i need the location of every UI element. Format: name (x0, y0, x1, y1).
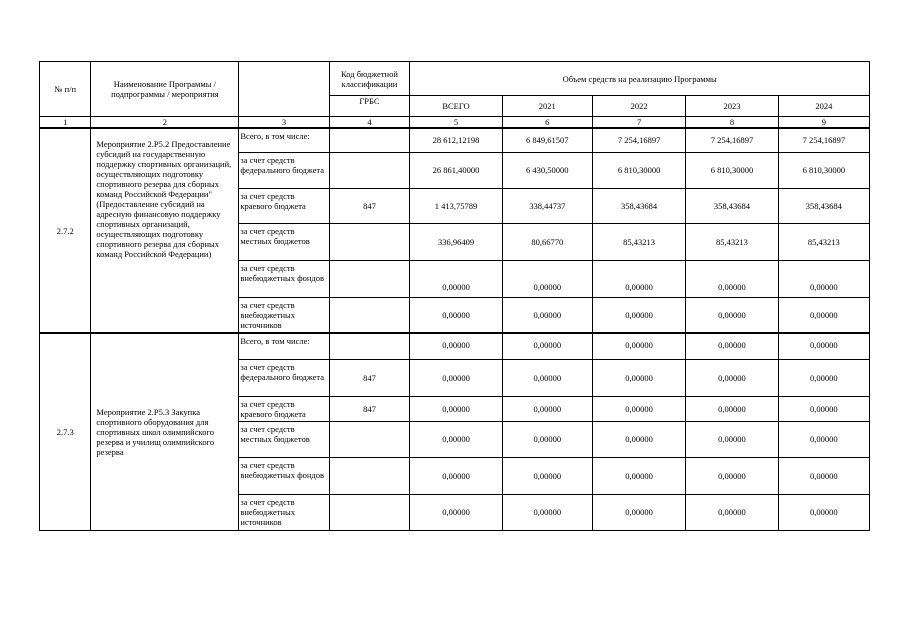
value-total: 0,00000 (410, 333, 502, 359)
value-2022: 0,00000 (592, 260, 685, 297)
value-2024: 7 254,16897 (778, 128, 869, 152)
funding-source: за счет средств местных бюджетов (239, 223, 329, 260)
col-number: 9 (778, 117, 869, 129)
grbs-code (329, 457, 410, 494)
value-total: 1 413,75789 (410, 188, 502, 223)
value-2021: 6 430,50000 (502, 152, 592, 188)
header-year-2021: 2021 (502, 96, 592, 117)
value-2024: 0,00000 (778, 494, 869, 530)
funding-source: за счет средств внебюджетных источников (239, 297, 329, 333)
header-volume: Объем средств на реализацию Программы (410, 62, 870, 96)
value-2022: 0,00000 (592, 457, 685, 494)
value-2021: 0,00000 (502, 333, 592, 359)
value-total: 0,00000 (410, 396, 502, 421)
grbs-code (329, 494, 410, 530)
value-2021: 0,00000 (502, 494, 592, 530)
value-total: 26 861,40000 (410, 152, 502, 188)
value-2024: 85,43213 (778, 223, 869, 260)
funding-source: за счет средств федерального бюджета (239, 359, 329, 396)
grbs-code (329, 333, 410, 359)
value-2022: 6 810,30000 (592, 152, 685, 188)
value-2021: 338,44737 (502, 188, 592, 223)
row-number: 2.7.2 (40, 128, 91, 333)
grbs-code (329, 223, 410, 260)
value-total: 0,00000 (410, 421, 502, 457)
value-2021: 0,00000 (502, 297, 592, 333)
value-2022: 0,00000 (592, 421, 685, 457)
value-2022: 0,00000 (592, 333, 685, 359)
col-number: 2 (91, 117, 239, 129)
funding-source: Всего, в том числе: (239, 333, 329, 359)
value-2023: 0,00000 (686, 494, 778, 530)
header-code-group: Код бюджетной классификации (329, 62, 410, 96)
value-2023: 0,00000 (686, 297, 778, 333)
value-total: 0,00000 (410, 260, 502, 297)
funding-source: Всего, в том числе: (239, 128, 329, 152)
value-2023: 0,00000 (686, 333, 778, 359)
value-2024: 358,43684 (778, 188, 869, 223)
grbs-code (329, 421, 410, 457)
grbs-code (329, 260, 410, 297)
col-number: 8 (686, 117, 778, 129)
value-2024: 0,00000 (778, 333, 869, 359)
col-number: 7 (592, 117, 685, 129)
value-total: 0,00000 (410, 297, 502, 333)
value-2021: 6 849,61507 (502, 128, 592, 152)
grbs-code (329, 128, 410, 152)
value-2023: 0,00000 (686, 359, 778, 396)
value-total: 28 612,12198 (410, 128, 502, 152)
grbs-code: 847 (329, 396, 410, 421)
value-2021: 0,00000 (502, 260, 592, 297)
col-number: 5 (410, 117, 502, 129)
value-2023: 0,00000 (686, 396, 778, 421)
value-2021: 0,00000 (502, 457, 592, 494)
funding-source: за счет средств федерального бюджета (239, 152, 329, 188)
header-year-2023: 2023 (686, 96, 778, 117)
value-2023: 85,43213 (686, 223, 778, 260)
value-2024: 0,00000 (778, 396, 869, 421)
value-2024: 0,00000 (778, 421, 869, 457)
grbs-code: 847 (329, 359, 410, 396)
header-source-empty (239, 62, 329, 117)
value-2024: 0,00000 (778, 297, 869, 333)
funding-source: за счет средств краевого бюджета (239, 396, 329, 421)
value-2022: 0,00000 (592, 359, 685, 396)
header-year-2024: 2024 (778, 96, 869, 117)
header-grbs: ГРБС (329, 96, 410, 117)
value-2023: 6 810,30000 (686, 152, 778, 188)
value-2023: 0,00000 (686, 421, 778, 457)
activity-description: Мероприятие 2.P5.3 Закупка спортивного оборудования для спортивных школ олимпийского резерва и училищ олимпийского резерва (91, 333, 239, 530)
value-2022: 7 254,16897 (592, 128, 685, 152)
value-2024: 0,00000 (778, 457, 869, 494)
value-2024: 0,00000 (778, 359, 869, 396)
header-total: ВСЕГО (410, 96, 502, 117)
row-number: 2.7.3 (40, 333, 91, 530)
col-number: 1 (40, 117, 91, 129)
value-2022: 85,43213 (592, 223, 685, 260)
grbs-code: 847 (329, 188, 410, 223)
activity-description: Мероприятие 2.P5.2 Предоставление субсидий на государственную поддержку спортивных организаций, осуществляющих подготовку спортивного резерва для сборных команд Российской Федерации" (Предоставление субсидий на адресную финансовую поддержку спортивных организаций, осуществляющих подготовку спортивного резерва для сборных команд Российской Федерации) (91, 128, 239, 333)
col-number: 4 (329, 117, 410, 129)
value-2021: 0,00000 (502, 359, 592, 396)
grbs-code (329, 297, 410, 333)
funding-source: за счет средств местных бюджетов (239, 421, 329, 457)
value-2024: 0,00000 (778, 260, 869, 297)
value-2023: 0,00000 (686, 457, 778, 494)
value-2022: 0,00000 (592, 297, 685, 333)
table-row (40, 128, 870, 152)
header-name: Наименование Программы / подпрограммы / мероприятия (91, 62, 239, 117)
funding-source: за счет средств внебюджетных источников (239, 494, 329, 530)
value-2021: 0,00000 (502, 421, 592, 457)
funding-source: за счет средств краевого бюджета (239, 188, 329, 223)
col-number: 6 (502, 117, 592, 129)
value-2023: 7 254,16897 (686, 128, 778, 152)
value-2023: 358,43684 (686, 188, 778, 223)
value-2024: 6 810,30000 (778, 152, 869, 188)
value-total: 0,00000 (410, 494, 502, 530)
value-2021: 80,66770 (502, 223, 592, 260)
value-total: 336,96409 (410, 223, 502, 260)
funding-source: за счет средств внебюджетных фондов (239, 260, 329, 297)
value-2022: 0,00000 (592, 494, 685, 530)
value-2022: 358,43684 (592, 188, 685, 223)
grbs-code (329, 152, 410, 188)
table-row (40, 333, 870, 359)
col-number: 3 (239, 117, 329, 129)
program-funding-table (39, 61, 870, 531)
value-total: 0,00000 (410, 457, 502, 494)
value-2022: 0,00000 (592, 396, 685, 421)
funding-source: за счет средств внебюджетных фондов (239, 457, 329, 494)
header-year-2022: 2022 (592, 96, 685, 117)
value-2021: 0,00000 (502, 396, 592, 421)
value-total: 0,00000 (410, 359, 502, 396)
value-2023: 0,00000 (686, 260, 778, 297)
header-num: № п/п (40, 62, 91, 117)
